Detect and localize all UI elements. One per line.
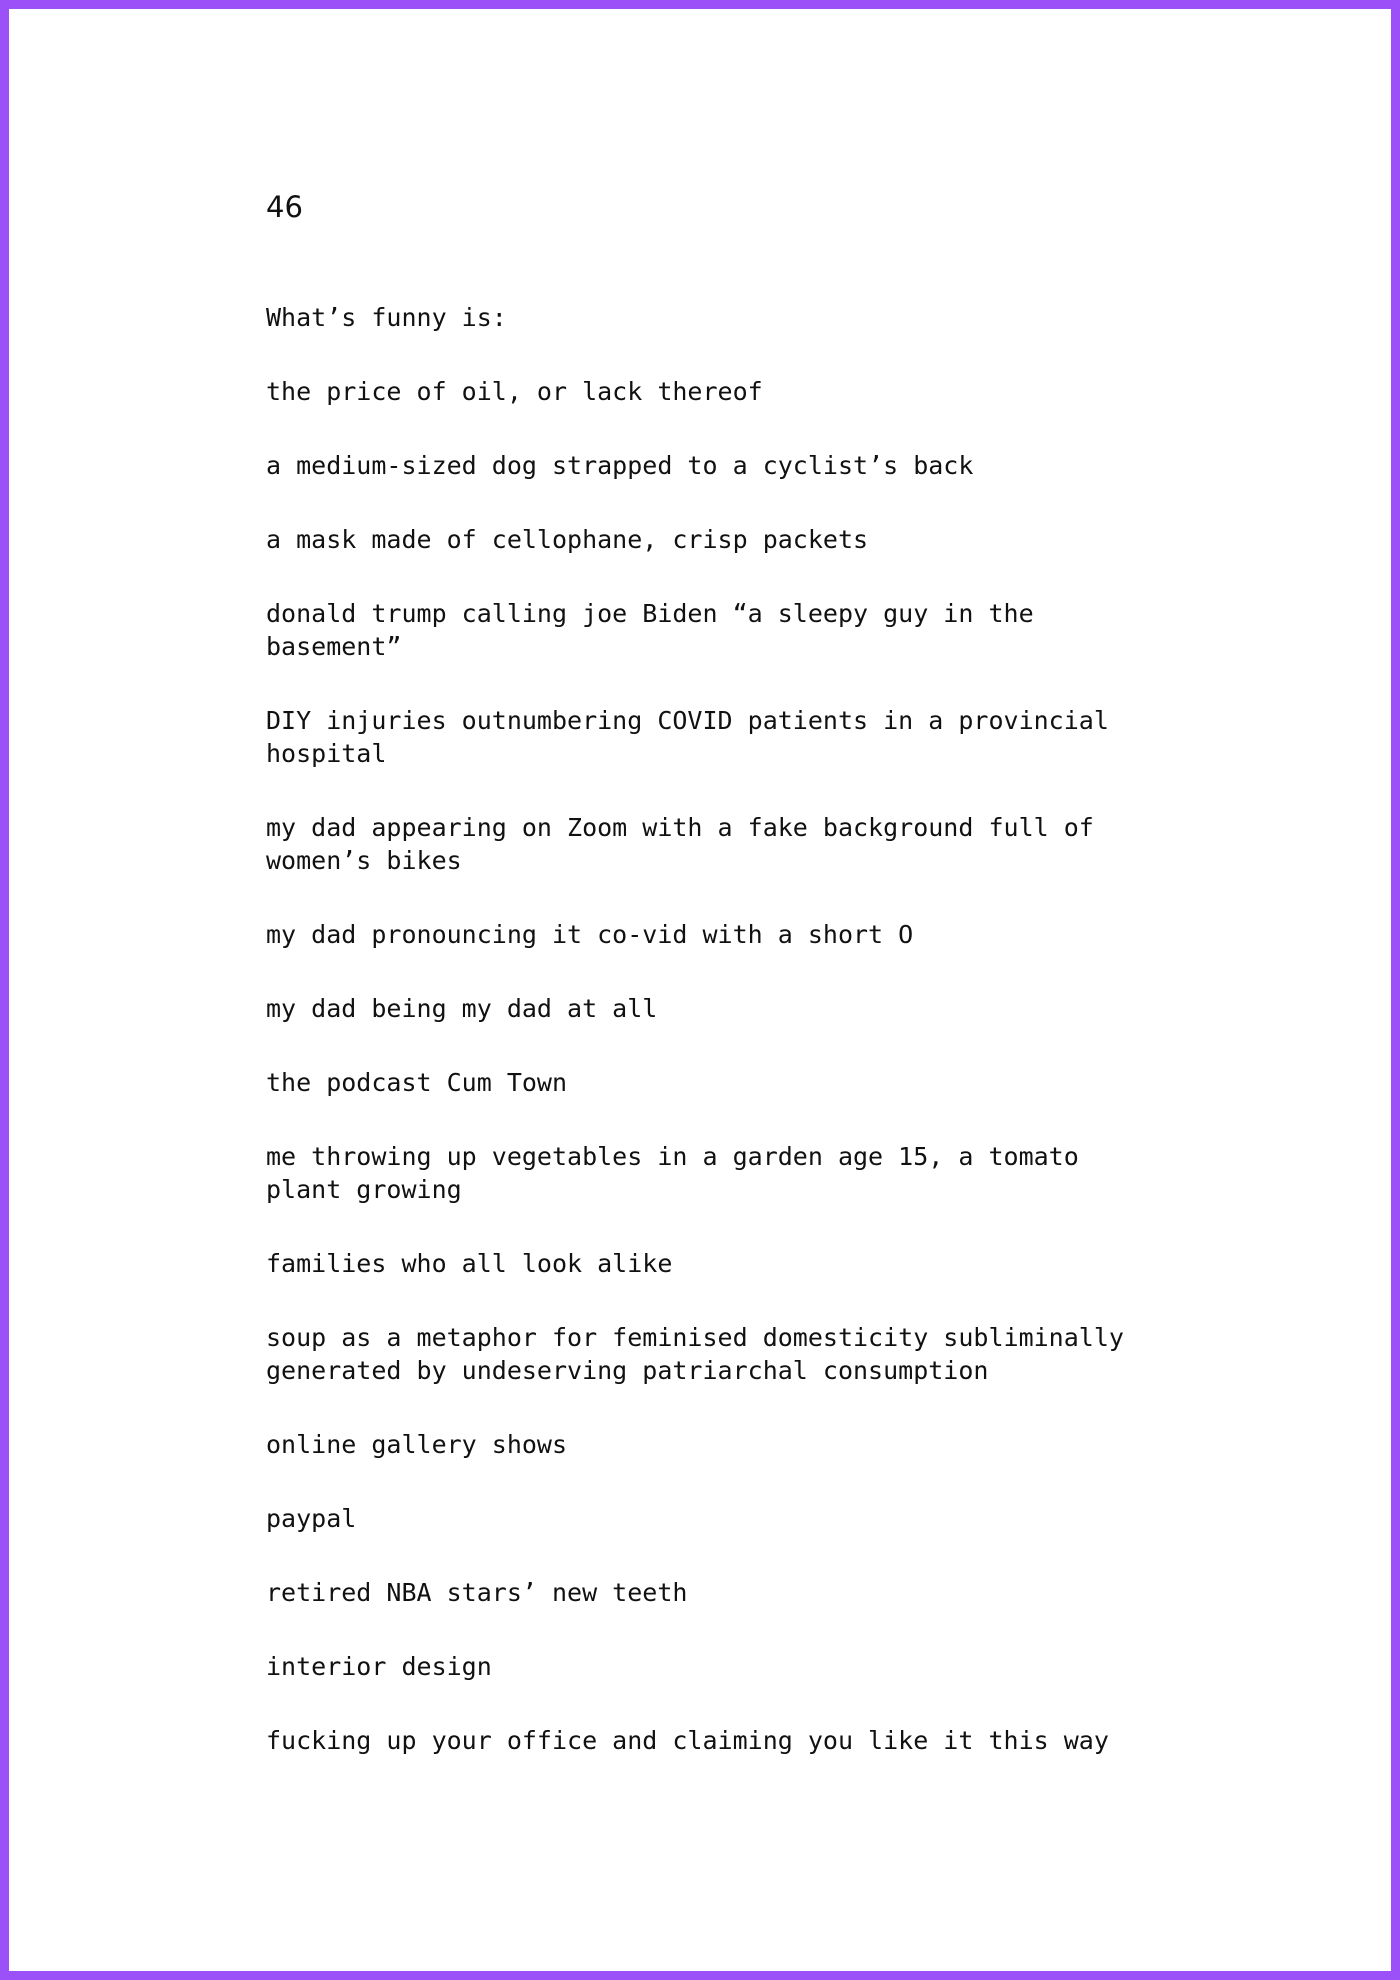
- poem-line: paypal: [266, 1504, 357, 1533]
- poem-line: fucking up your office and claiming you like it this way: [266, 1726, 1109, 1755]
- poem-line: interior design: [266, 1652, 492, 1681]
- poem-line: DIY injuries outnumbering COVID patients in a provincial hospital: [266, 706, 1109, 768]
- poem-line: my dad pronouncing it co-vid with a short O: [266, 920, 914, 949]
- page-number: 46: [266, 190, 303, 224]
- poem-line: families who all look alike: [266, 1249, 673, 1278]
- poem-line: donald trump calling joe Biden “a sleepy guy in the basement”: [266, 599, 1034, 661]
- poem-opening-line: What’s funny is:: [266, 303, 507, 332]
- poem-line: a mask made of cellophane, crisp packets: [266, 525, 869, 554]
- poem-line: a medium-sized dog strapped to a cyclist’s back: [266, 451, 974, 480]
- poem-line: the price of oil, or lack thereof: [266, 377, 763, 406]
- poem-line: retired NBA stars’ new teeth: [266, 1578, 688, 1607]
- poem-line: my dad appearing on Zoom with a fake background full of women’s bikes: [266, 813, 1094, 875]
- poem-line: the podcast Cum Town: [266, 1068, 568, 1097]
- poem-line: my dad being my dad at all: [266, 994, 658, 1023]
- poem-body: [266, 301, 1166, 1798]
- poem-line: online gallery shows: [266, 1430, 568, 1459]
- poem-line: soup as a metaphor for feminised domesticity subliminally generated by undeserving patriarchal consumption: [266, 1323, 1124, 1385]
- poem-line: me throwing up vegetables in a garden age 15, a tomato plant growing: [266, 1142, 1079, 1204]
